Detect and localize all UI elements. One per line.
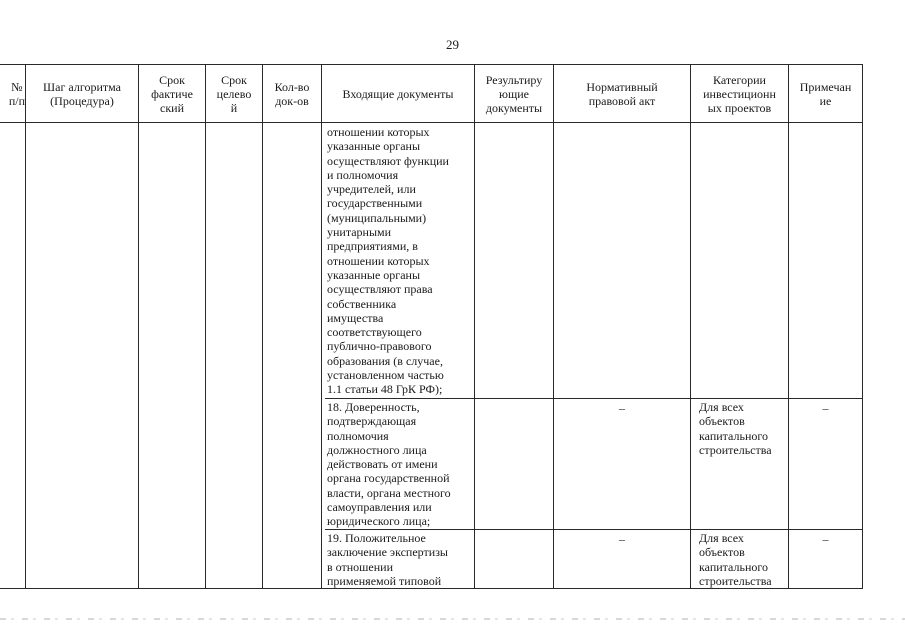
header-actual-term — [139, 65, 205, 122]
doc-line: полномочия — [327, 428, 389, 443]
doc-line: (муниципальными) — [327, 210, 427, 225]
col-border-2 — [138, 64, 139, 589]
category-line: капитального — [699, 559, 768, 574]
doc-line: 1.1 статьи 48 ГрК РФ); — [327, 382, 443, 397]
category-line: строительства — [699, 573, 772, 588]
header-line: документы — [485, 100, 543, 115]
categories-cell — [699, 531, 787, 588]
header-line: Результиру — [485, 72, 543, 87]
category-line: объектов — [699, 414, 745, 429]
doc-line: собственника — [327, 296, 397, 311]
header-doc-count — [263, 65, 321, 122]
header-doc-count-text — [275, 80, 310, 108]
header-input-docs — [322, 65, 474, 122]
doc-line: имущества — [327, 310, 384, 325]
header-line: п/п — [8, 93, 25, 108]
category-line: строительства — [699, 442, 772, 457]
legal-act-cell: – — [619, 401, 625, 415]
col-border-1 — [25, 64, 26, 589]
header-categories — [691, 65, 788, 122]
header-line: Категории — [713, 72, 766, 87]
page-number: 29 — [446, 37, 459, 52]
doc-line: власти, органа местного — [327, 485, 451, 500]
header-result-docs-text — [486, 73, 542, 115]
input-docs-cell — [327, 125, 472, 398]
col-border-8 — [690, 64, 691, 589]
header-step — [26, 65, 138, 122]
input-docs-cell — [327, 531, 472, 588]
header-notes-text — [800, 80, 852, 108]
col-border-9 — [788, 64, 789, 589]
header-bottom-border — [0, 122, 862, 123]
header-line: й — [230, 100, 238, 115]
table-bottom-border — [0, 588, 862, 589]
col-border-10 — [862, 64, 863, 589]
doc-line: 18. Доверенность, — [327, 400, 420, 414]
doc-line: указанные органы — [327, 267, 421, 282]
doc-line: юридического лица; — [327, 514, 431, 529]
category-line: объектов — [699, 545, 745, 560]
header-line: док-ов — [275, 93, 309, 108]
doc-line: образования (в случае, — [327, 353, 443, 368]
header-input-docs-text — [343, 87, 454, 101]
category-line: Для всех — [699, 531, 744, 545]
input-docs-cell — [327, 400, 472, 529]
doc-line: самоуправления или — [327, 500, 432, 515]
doc-line: осуществляют функции — [327, 153, 449, 168]
doc-line: осуществляют права — [327, 282, 433, 297]
header-line: инвестиционн — [703, 86, 776, 101]
doc-line: публично-правового — [327, 339, 432, 354]
header-line: целево — [216, 86, 252, 101]
header-num-text — [9, 80, 25, 108]
header-line: (Процедура) — [50, 93, 114, 108]
header-line: ский — [160, 100, 184, 115]
row-divider-1 — [325, 398, 862, 399]
doc-line: учредителей, или — [327, 182, 416, 197]
col-border-3 — [205, 64, 206, 589]
category-line: капитального — [699, 428, 768, 443]
header-legal-act — [554, 65, 690, 122]
doc-line: действовать от имени — [327, 457, 438, 472]
row-divider-2 — [325, 529, 862, 530]
doc-line: 19. Положительное — [327, 531, 426, 545]
col-border-4 — [262, 64, 263, 589]
notes-cell: – — [822, 401, 829, 415]
col-border-6 — [474, 64, 475, 589]
header-num — [0, 65, 25, 122]
doc-line: и полномочия — [327, 167, 399, 182]
header-line: ых проектов — [707, 100, 772, 115]
header-categories-text — [703, 73, 776, 115]
doc-line: подтверждающая — [327, 414, 417, 429]
header-result-docs — [475, 65, 553, 122]
doc-line: соответствующего — [327, 325, 422, 340]
doc-line: унитарными — [327, 225, 392, 240]
category-line: Для всех — [699, 400, 744, 414]
header-line: ие — [819, 93, 832, 108]
doc-line: в отношении — [327, 559, 394, 574]
header-line: Нормативный — [586, 79, 658, 94]
legal-act-cell: – — [619, 532, 625, 546]
header-line: Входящие документы — [342, 86, 454, 101]
header-target-term-text — [217, 73, 252, 115]
doc-line: государственными — [327, 196, 423, 211]
categories-cell — [699, 400, 787, 529]
header-line: Кол-во — [274, 79, 310, 94]
doc-line: применяемой типовой — [327, 573, 442, 588]
col-border-7 — [553, 64, 554, 589]
col-border-5 — [321, 64, 322, 589]
header-line: правовой акт — [588, 93, 656, 108]
header-line: фактиче — [151, 86, 193, 101]
header-actual-term-text — [151, 73, 193, 115]
header-line: № — [11, 79, 23, 94]
header-line: Срок — [159, 72, 185, 87]
doc-line: установленном частью — [327, 368, 444, 383]
doc-line: отношении которых — [327, 253, 430, 268]
header-notes — [789, 65, 862, 122]
header-line: Срок — [221, 72, 247, 87]
header-legal-act-text — [586, 80, 657, 108]
doc-line: должностного лица — [327, 442, 427, 457]
doc-line: указанные органы — [327, 139, 421, 154]
doc-line: органа государственной — [327, 471, 450, 486]
header-line: Примечан — [799, 79, 852, 94]
notes-cell: – — [822, 532, 829, 546]
doc-line: заключение экспертизы — [327, 545, 448, 560]
doc-line: предприятиями, в — [327, 239, 418, 254]
header-line: ющие — [499, 86, 529, 101]
doc-line: отношении которых — [327, 125, 430, 139]
header-line: Шаг алгоритма — [43, 79, 121, 94]
scan-noise — [0, 618, 905, 620]
header-target-term — [206, 65, 262, 122]
header-step-text — [43, 80, 121, 108]
